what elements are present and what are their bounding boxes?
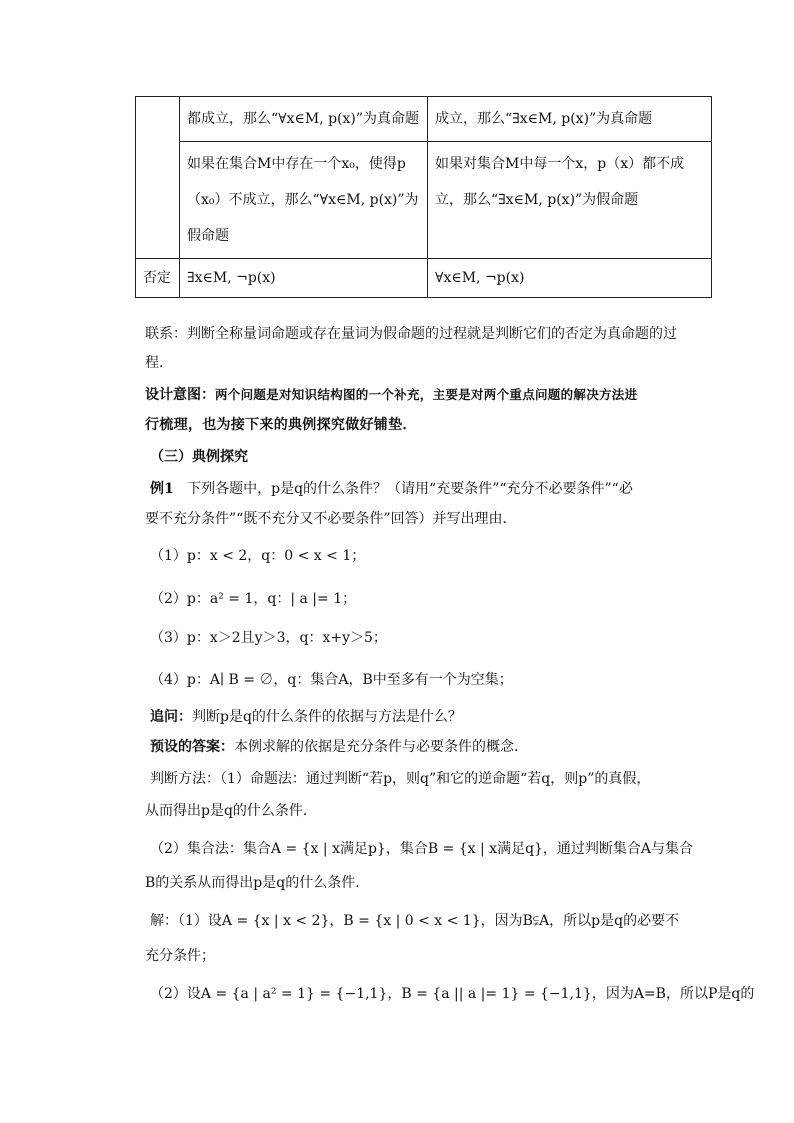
- example-label: 例1: [150, 481, 174, 497]
- preset-answer-line: [150, 736, 528, 756]
- paragraph-line: 程．: [145, 355, 173, 371]
- example-line: 要不充分条件”“既不充分又不必要条件”回答）并写出理由．: [145, 511, 517, 527]
- section-heading: （三）典例探究: [150, 449, 248, 465]
- method-line: （2）集合法：集合A = {x | x满足p}，集合B = {x | x满足q}，通过判断集合A与集合: [150, 841, 694, 857]
- solution-line: 充分条件；: [145, 948, 215, 964]
- design-intent-text: 行梳理，也为接下来的典例探究做好铺垫．: [145, 417, 417, 433]
- table-cell: 如果对集合M中每一个x，p（x）都不成立，那么“∃x∈M, p(x)”为假命题: [428, 142, 712, 259]
- table-cell: 成立，那么“∃x∈M, p(x)”为真命题: [428, 97, 712, 142]
- solution-line: 解：（1）设A = {x | x < 2}，B = {x | 0 < x < 1}，因为B⫋A，所以p是q的必要不: [150, 913, 680, 929]
- example-item: （1）p：x < 2，q：0 < x < 1；: [150, 548, 366, 564]
- example-item: （3）p：x＞2且y＞3，q：x+y＞5；: [150, 630, 387, 646]
- method-line: B的关系从而得出p是q的什么条件．: [145, 875, 370, 891]
- example-text: 下列各题中，p是q的什么条件？（请用“充要条件”“充分不必要条件”“必: [187, 481, 633, 497]
- table-cell-empty: [136, 97, 180, 259]
- solution-line: （2）设A = {a | a² = 1} = {−1,1}，B = {a || a |= 1} = {−1,1}，因为A=B，所以P是q的: [150, 986, 755, 1002]
- table-cell-negation-label: 否定: [136, 259, 180, 298]
- method-line: 从而得出p是q的什么条件．: [145, 803, 317, 819]
- method-line: 判断方法：（1）命题法：通过判断“若p，则q”和它的逆命题“若q，则p”的真假，: [150, 771, 651, 787]
- preset-answer-label: 预设的答案：: [150, 739, 234, 755]
- design-intent-text: 两个问题是对知识结构图的一个补充，主要是对两个重点问题的解决方法进: [215, 387, 638, 402]
- followup-label: 追问：: [150, 709, 192, 725]
- design-intent-line: [145, 384, 637, 404]
- followup-line: [150, 706, 462, 726]
- paragraph-line: 联系：判断全称量词命题或存在量词为假命题的过程就是判断它们的否定为真命题的过: [145, 326, 677, 342]
- preset-answer-text: 本例求解的依据是充分条件与必要条件的概念．: [234, 739, 528, 755]
- table-cell: 都成立，那么“∀x∈M, p(x)”为真命题: [180, 97, 428, 142]
- table-cell: ∃x∈M, ¬p(x): [180, 259, 428, 298]
- table-row: [136, 97, 712, 142]
- table-cell: ∀x∈M, ¬p(x): [428, 259, 712, 298]
- example-line: [150, 478, 633, 498]
- example-item: （4）p：A∣ B = ∅，q：集合A，B中至多有一个为空集；: [150, 672, 513, 688]
- design-intent-label: 设计意图：: [145, 387, 215, 403]
- example-item: （2）p：a² = 1，q：| a |= 1；: [150, 591, 357, 607]
- table-row: [136, 259, 712, 298]
- quantifier-table: [135, 96, 712, 298]
- followup-text: 判断p是q的什么条件的依据与方法是什么？: [192, 709, 462, 725]
- table-row: [136, 142, 712, 259]
- table-cell: 如果在集合M中存在一个x₀，使得p（x₀）不成立，那么“∀x∈M, p(x)”为假命题: [180, 142, 428, 259]
